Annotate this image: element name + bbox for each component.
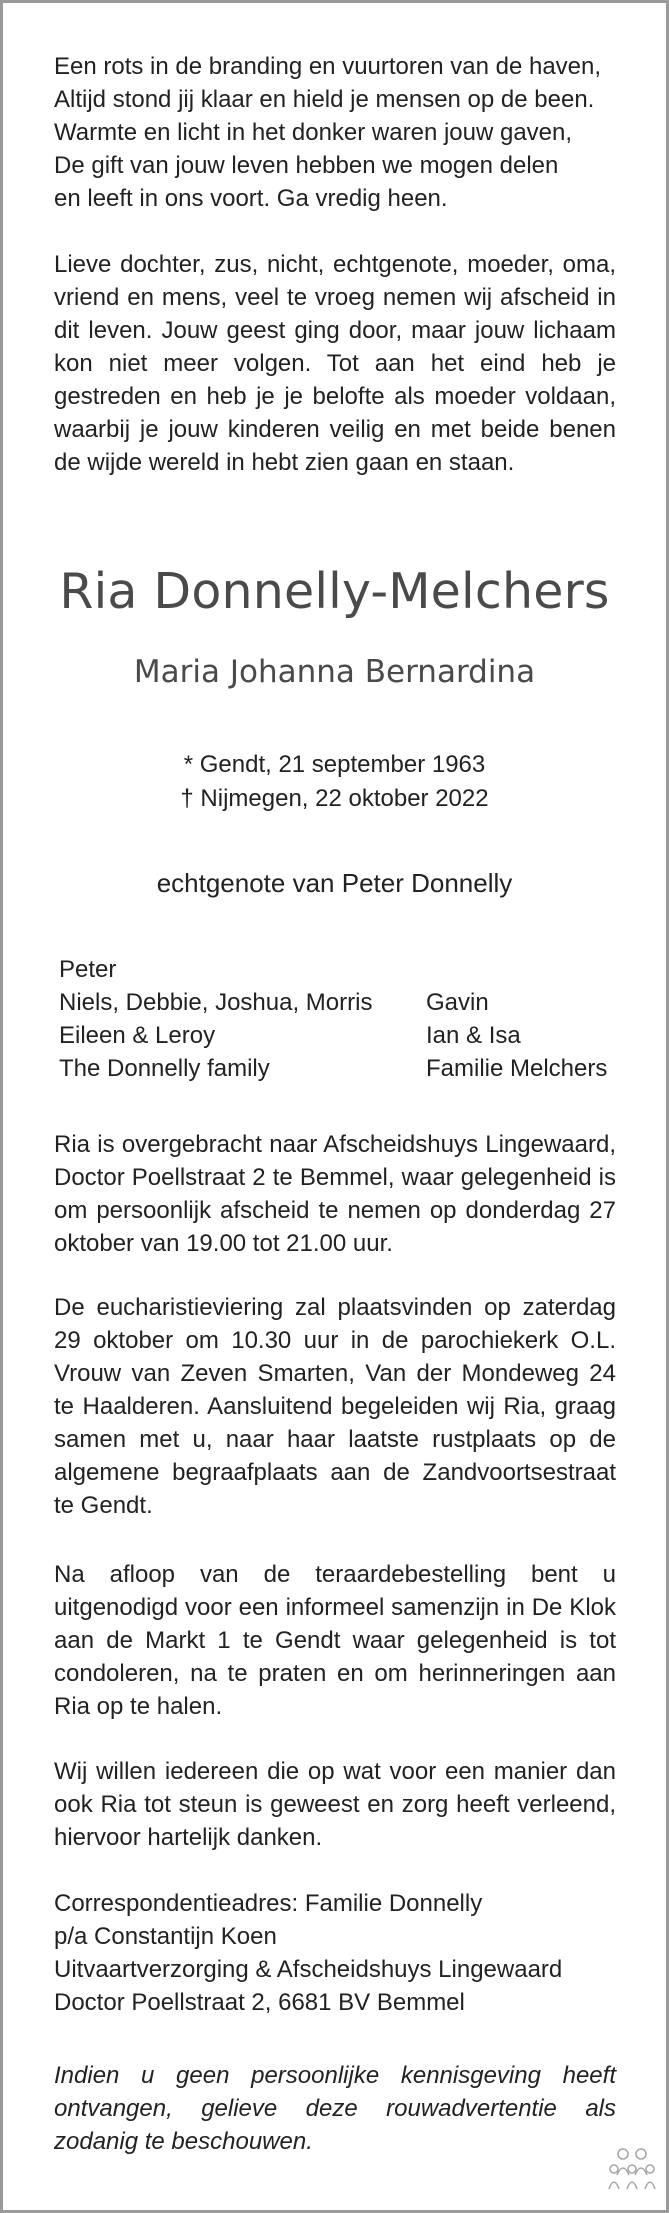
address-line: Correspondentieadres: Familie Donnelly [54,1890,483,1917]
poem-line: en leeft in ons voort. Ga vredig heen. [54,185,448,212]
deceased-name: Ria Donnelly-Melchers [59,563,610,620]
poem-line: Warmte en licht in het donker waren jouw gaven, [54,119,573,146]
family-left: The Donnelly family [59,1055,270,1082]
birth-date: * Gendt, 21 september 1963 [183,751,486,778]
address-line: p/a Constantijn Koen [54,1923,277,1950]
death-date: † Nijmegen, 22 oktober 2022 [180,785,489,812]
family-row [59,953,619,986]
family-left: Peter [59,956,117,983]
poem-line: Altijd stond jij klaar en hield je mensen op de been. [54,86,595,113]
address-line: Doctor Poellstraat 2, 6681 BV Bemmel [54,1989,465,2016]
family-list [59,953,619,1085]
life-dates [3,748,666,816]
gathering-paragraph: Na afloop van de teraardebestelling bent u uitgenodigd voor een informeel samenzijn in De Klok aan de Markt 1 te Gendt waar gelegenheid is tot condoleren, na te praten en om herinneringen aan Ria op te halen. [54,1561,616,1720]
viewing-paragraph: Ria is overgebracht naar Afscheidshuys Lingewaard, Doctor Poellstraat 2 te Bemmel, waar gelegenheid is om persoonlijk afscheid te nemen op donderdag 27 oktober van 19.00 tot 21.00 uur. [54,1131,616,1257]
family-figures-icon [607,2145,657,2191]
family-row [59,1019,619,1052]
poem-line: Een rots in de branding en vuurtoren van de haven, [54,53,602,80]
address-line: Uitvaartverzorging & Afscheidshuys Lingewaard [54,1956,563,1983]
correspondence-address [54,1887,616,2019]
family-right: Ian & Isa [426,1022,521,1049]
notice-paragraph: Indien u geen persoonlijke kennisgeving heeft ontvangen, gelieve deze rouwadvertentie als zodanig te beschouwen. [54,2062,616,2155]
poem-line: De gift van jouw leven hebben we mogen delen [54,152,559,179]
service-paragraph: De eucharistieviering zal plaatsvinden op zaterdag 29 oktober om 10.30 uur in de parochiekerk O.L. Vrouw van Zeven Smarten, Van der Mondeweg 24 te Haalderen. Aansluitend begeleiden wij Ria, graag samen met u, naar haar laatste rustplaats op de algemene begraafplaats aan de Zandvoortsestraat te Gendt. [54,1294,616,1519]
family-left: Eileen & Leroy [59,1022,216,1049]
poem [54,50,616,215]
family-row [59,1052,619,1085]
family-right: Gavin [426,989,489,1016]
given-names: Maria Johanna Bernardina [133,654,536,690]
family-left: Niels, Debbie, Joshua, Morris [59,989,373,1016]
thanks-paragraph: Wij willen iedereen die op wat voor een manier dan ook Ria tot steun is geweest en zorg heeft verleend, hiervoor hartelijk danken. [54,1758,616,1851]
intro-paragraph: Lieve dochter, zus, nicht, echtgenote, moeder, oma, vriend en mens, veel te vroeg nemen wij afscheid in dit leven. Jouw geest ging door, maar jouw lichaam kon niet meer volgen. Tot aan het eind heb je gestreden en heb je je belofte als moeder voldaan, waarbij je jouw kinderen veilig en met beide benen de wijde wereld in hebt zien gaan en staan. [54,251,616,476]
family-row [59,986,619,1019]
family-right: Familie Melchers [426,1055,608,1082]
spouse-line: echtgenote van Peter Donnelly [156,868,513,898]
